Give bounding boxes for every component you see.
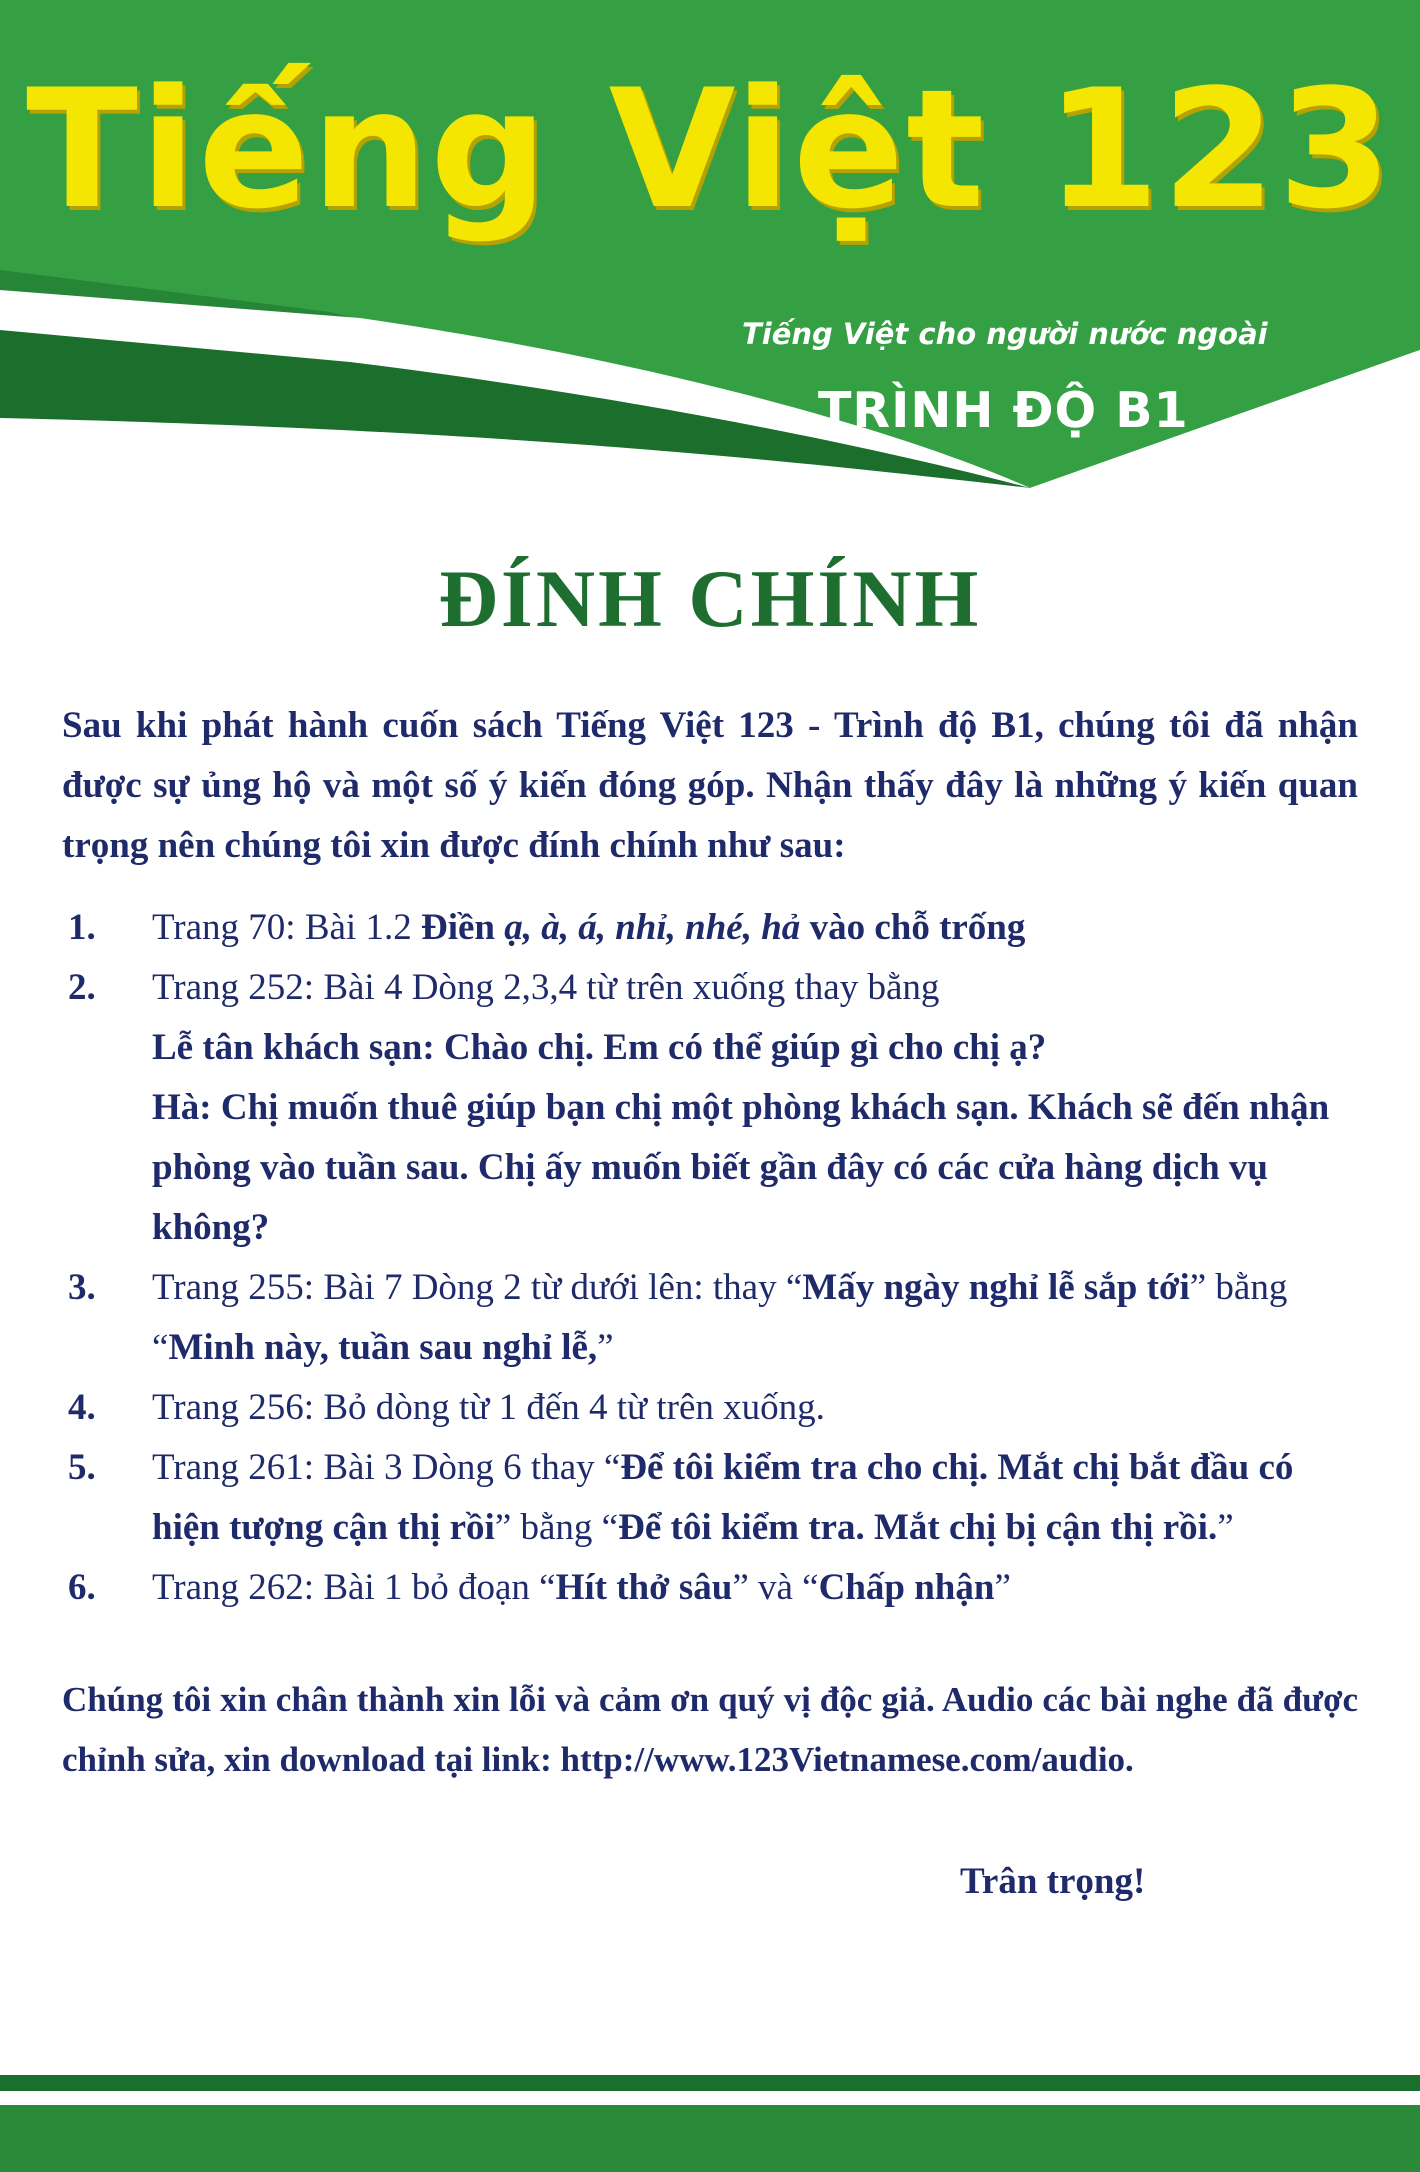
dialogue-line: Lễ tân khách sạn: Chào chị. Em có thể giúp gì cho chị ạ? (152, 1027, 1047, 1068)
item-number: 6. (68, 1567, 96, 1608)
item-number: 4. (68, 1387, 96, 1428)
item-number: 3. (68, 1267, 96, 1308)
item-bold-text: Chấp nhận (818, 1567, 995, 1608)
item-text: Trang 252: Bài 4 Dòng 2,3,4 từ trên xuống thay bằng (152, 967, 940, 1008)
brand-title: Tiếng Việt 123 (26, 54, 1394, 245)
item-text: Trang 70: Bài 1.2 (152, 907, 421, 948)
item-text: Trang 256: Bỏ dòng từ 1 đến 4 từ trên xuống. (152, 1387, 825, 1428)
item-text: ” và “ (732, 1567, 819, 1608)
correction-item-2 (62, 958, 1362, 1258)
item-bold-text: Để tôi kiểm tra. Mắt chị bị cận thị rồi. (618, 1507, 1218, 1548)
signoff: Trân trọng! (960, 1861, 1146, 1902)
item-text: Trang 262: Bài 1 bỏ đoạn “ (152, 1567, 556, 1608)
correction-item-3 (62, 1258, 1362, 1378)
brand-subtitle: Tiếng Việt cho người nước ngoài (742, 317, 1268, 351)
correction-item-6 (62, 1558, 1362, 1618)
notice-heading: ĐÍNH CHÍNH (438, 553, 982, 644)
closing-paragraph: Chúng tôi xin chân thành xin lỗi và cảm ơn quý vị độc giả. Audio các bài nghe đã được chỉnh sửa, xin download tại link: http://www.123Vietnamese.com/audio. (62, 1680, 1358, 1779)
item-bold-text: vào chỗ trống (800, 907, 1026, 948)
item-text: Trang 261: Bài 3 Dòng 6 thay “ (152, 1447, 621, 1488)
footer-white-stripe (0, 2091, 1420, 2105)
item-bold-text: Hít thở sâu (555, 1567, 733, 1608)
intro-paragraph: Sau khi phát hành cuốn sách Tiếng Việt 123 - Trình độ B1, chúng tôi đã nhận được sự ủng hộ và một số ý kiến đóng góp. Nhận thấy đây là những ý kiến quan trọng nên chúng tôi xin được đính chính như sau: (62, 705, 1358, 866)
item-bold-italic-text: ạ, à, á, nhỉ, nhé, hả (504, 907, 801, 948)
correction-item-5 (62, 1438, 1362, 1558)
item-number: 2. (68, 967, 96, 1008)
item-bold-text: Minh này, tuần sau nghỉ lễ, (168, 1327, 598, 1368)
item-text: Trang 255: Bài 7 Dòng 2 từ dưới lên: thay “ (152, 1267, 803, 1308)
item-text: ” (597, 1327, 614, 1368)
dialogue-line: Hà: Chị muốn thuê giúp bạn chị một phòng khách sạn. Khách sẽ đến nhận phòng vào tuần sau. Chị ấy muốn biết gần đây có các cửa hàng dịch vụ không? (152, 1087, 1330, 1248)
item-text: ” (1217, 1507, 1234, 1548)
correction-item-4 (62, 1378, 1362, 1438)
footer-green-bar (0, 2105, 1420, 2172)
item-bold-text: Mấy ngày nghỉ lễ sắp tới (802, 1267, 1190, 1308)
level-label: TRÌNH ĐỘ B1 (818, 382, 1189, 439)
correction-item-1 (62, 898, 1362, 958)
corrections-list (62, 898, 1362, 1618)
item-bold-text: Để tôi kiểm tra cho chị. Mắt chị bắt đầu có hiện tượng cận thị rồi (152, 1447, 1294, 1548)
item-text: ” bằng “ (494, 1507, 619, 1548)
item-bold-text: Điền (420, 907, 505, 948)
item-number: 1. (68, 907, 96, 948)
item-text: ” (994, 1567, 1011, 1608)
item-text: ” bằng “ (152, 1267, 1288, 1368)
item-number: 5. (68, 1447, 96, 1488)
footer-dark-band (0, 2075, 1420, 2091)
